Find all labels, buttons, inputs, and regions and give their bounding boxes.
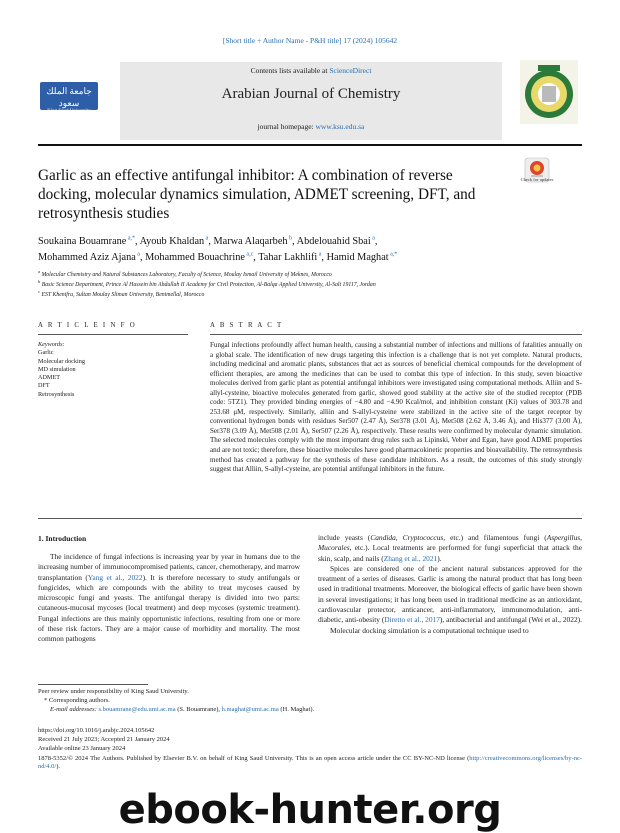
doi-link[interactable]: https://doi.org/10.1016/j.arabjc.2024.105642 [38,727,155,734]
author-name[interactable]: Tahar Lakhlifi [258,252,318,263]
contents-availability [120,66,502,75]
author-separator: , [135,236,140,247]
logo-arabic-text: جامعة الملك سعود [46,86,92,108]
author-affiliation-marker[interactable]: a,c [244,251,254,258]
author-separator: , [139,252,146,263]
text-run: , etc.) and filamentous fungi ( [443,533,547,542]
journal-emblem-logo [520,60,578,124]
affiliation-marker: a [38,269,40,274]
affiliation-text: EST Khenifra, Sultan Moulay Sliman University, Benimellal, Morocco [41,291,205,298]
received-dates: Received 21 July 2023; Accepted 21 January 2024 [38,736,170,743]
email-addresses [50,706,594,714]
journal-name: Arabian Journal of Chemistry [221,86,401,102]
author-separator: , [292,236,297,247]
intro-left-column [38,552,300,645]
watermark-text: ebook-hunter.org [118,787,502,833]
text-run: include yeasts ( [318,533,371,542]
author-affiliation-marker[interactable]: b [287,235,293,242]
homepage-link[interactable]: www.ksu.edu.sa [315,122,365,131]
license-statement [38,755,582,771]
license-text: 1878-5352/© 2024 The Authors. Published by Elsevier B.V. on behalf of King Saud University. This is an open access article under the CC BY-NC-ND license ( [38,755,470,762]
sciencedirect-link[interactable]: ScienceDirect [329,66,372,75]
author-name[interactable]: Ayoub Khaldan [139,236,205,247]
author-affiliation-marker[interactable]: a [204,235,209,242]
author-name[interactable]: Marwa Alaqarbeh [213,236,288,247]
intro-paragraph [318,533,582,564]
author-separator: , [208,236,214,247]
intro-paragraph [38,552,300,645]
text-run: The incidence of fungal infections is increasing year by year in humans due to the increasing number of immunocompromised patients, cancer, chemotherapy, and marrow transplantation ( [38,552,300,582]
email-owner: (S. Bouamrane), [175,706,222,713]
license-link[interactable]: http://creativecommons.org/licenses/by-nc-nd/4.0/ [38,755,582,771]
email-link[interactable]: s.bouamrane@edu.umi.ac.ma [98,706,176,713]
corresponding-note: * Corresponding authors. [44,697,110,704]
footnote-rule [38,684,148,685]
article-title: Garlic as an effective antifungal inhibitor: A combination of reverse docking, molecular dynamics simulation, ADMET screening, DFT, and retrosynthesis studies [38,167,476,222]
author-separator: , [253,252,259,263]
intro-paragraph [318,626,582,636]
author-list [38,234,508,266]
abstract-heading: A B S T R A C T [210,322,283,329]
article-info-heading: A R T I C L E I N F O [38,322,137,329]
keywords-block [38,341,188,399]
citation-link[interactable]: Yang et al., 2022 [87,572,143,582]
email-owner: (H. Maghat). [278,706,315,713]
affiliation-a [38,269,582,278]
keywords-list [38,349,188,399]
email-label: E-mail addresses: [50,706,99,713]
author-line-1 [38,234,508,250]
intro-paragraph [318,564,582,626]
affiliation-c [38,289,582,298]
affiliation-marker: b [38,279,41,284]
journal-homepage [120,122,502,131]
affiliation-marker: c [38,289,40,294]
author-affiliation-marker[interactable]: a [317,251,322,258]
author-name[interactable]: Soukaina Bouamrane [38,236,127,247]
abstract-text: Fungal infections profoundly affect human health, causing a substantial number of infections and millions of fatalities annually on a global scale. The identification of new drugs targeting this infection is a challenge that is not yet complete. Natural products, including medicinal and aromatic plants, substances that act as sources of beneficial chemical compounds for the development of efficient therapies, are among the medicines that can be used to combat this type of infection. In this study, seven bioactive molecules derived from garlic plant as potential antifungal inhibitors were investigated using computational methods. Alliin and S-allyl-cysteine, bioactive molecules generated from garlic, showed good stability at the active site of the studied receptor (PDB code: 5TZ1). They provided binding energies of −4.80 and −4.90 Kcal/mol, and inhibition constant (Ki) values of 303.78 and 253.68 μM, respectively. Similarly, alliin and S-allyl-cysteine were stabilized in the active site of the target receptor by conventional hydrogen bonds with residues Ser507 (2.47 Å), Ser378 (3.01 Å), Met508 (2.62 Å, 3.46 Å), and His377 (3.00 Å), Ser378 (3.09 Å), Met508 (2.01 Å), Ser507 (2.26 Å), respectively. These results were confirmed by molecular dynamic simulation. The selected molecules comply with the most important drug rules such as Lipinski, Veber and Egan, have good ADME properties and are not toxic; therefore, these bioactive molecules have good pharmacokinetic properties and bioavailability. The retrosynthesis method has created a pathway for the synthesis of these candidate inhibitors. As a result, the outcomes of this study strongly suggest that Alliin, S-allyl-cysteine, are potential antifungal inhibitors in the future. [210,341,582,474]
affiliation-text: Molecular Chemistry and Natural Substances Laboratory, Faculty of Science, Moulay Ismail University of Meknes, Morocco [41,271,332,278]
text-run: ). It is therefore necessary to study antifungals or fungicides, which are compounds with the ability to treat mycoses caused by microscopic fungi and yeasts. The antifungal therapy is divided into two parts: cutaneous-mucosal mycoses (local treatment) and deep mycoses (systemic treatment). Fungal infections are thus mainly opportunistic infections, resulting from one or more of these risk factors. They are a major cause of morbidity and mortality. The most common pathogens [38,572,300,644]
author-affiliation-marker[interactable]: a [370,235,375,242]
author-affiliation-marker[interactable]: a,* [388,251,398,258]
keyword-item: MD simulation [38,365,76,373]
homepage-prefix: journal homepage: [257,122,316,131]
author-separator: , [374,236,378,247]
affiliation-text: Basic Science Department, Prince Al Hussein bin Abdullah II Academy for Civil Protection, Al-Balqa Applied University, Al-Salt 19117, Jordan [41,281,376,288]
author-line-2 [38,250,508,266]
check-for-updates-label[interactable]: Check for updates [520,177,554,182]
introduction-heading: 1. Introduction [38,534,87,543]
king-saud-university-logo [40,82,98,114]
author-name[interactable]: Abdelouahid Sbai [296,236,371,247]
contents-prefix: Contents lists available at [250,66,330,75]
text-run-italic: Aspergillus, Mucorales [318,533,582,553]
journal-reference-line[interactable]: [Short title + Author Name - P&H title] 17 (2024) 105642 [222,36,398,45]
citation-link[interactable]: Zhang et al., 2021 [383,553,438,563]
keyword-item: ADMET [38,374,60,382]
author-affiliation-marker[interactable]: a [135,251,140,258]
text-run-italic: Candida, Cryptococcus [370,533,444,542]
intro-right-column [318,533,582,636]
peer-review-note: Peer review under responsibility of King Saud University. [38,688,189,695]
abstract-rule [210,334,582,335]
license-text: ). [56,763,61,771]
author-name[interactable]: Mohammed Bouachrine [145,252,245,263]
available-online-date: Available online 23 January 2024 [38,745,126,752]
text-run: ), antibacterial and antifungal (Wei et al., 2022). [439,615,582,625]
text-run: Spices are considered one of the ancient natural substances approved for the treatment of a series of diseases. Garlic is among the natural product that has long been used in traditional treatments. Moreover, the biological effects of garlic have been shown in several investigations; it has long been used in traditional medicine as an antioxidant, cardiovascular protector, anticancer, anti-inflammatory, immunomodulation, anti-diabetic, anti-obesity ( [318,563,582,625]
abstract-end-rule [38,518,582,519]
text-run: , etc.). Local treatments are performed for fungi superficial that attack the skin, scalp, and nails ( [318,543,582,563]
keyword-item: Garlic [38,349,54,357]
keyword-item: DFT [38,382,50,390]
email-link[interactable]: h.maghat@umi.ac.ma [221,706,279,713]
keyword-item: Molecular docking [38,357,85,365]
article-info-rule [38,334,188,335]
affiliation-b [38,279,582,288]
text-run: Molecular docking simulation is a computational technique used to [330,625,529,635]
author-name[interactable]: Mohammed Aziz Ajana [38,252,136,263]
author-affiliation-marker[interactable]: a,* [126,235,136,242]
text-run: ). [437,553,442,563]
keywords-label: Keywords: [38,341,65,348]
keyword-item: Retrosynthesis [38,390,75,398]
author-name[interactable]: Hamid Maghat [326,252,389,263]
author-separator: , [321,252,327,263]
masthead-rule [38,144,582,146]
logo-english-text: King Saud University [47,109,91,114]
citation-link[interactable]: Diretto et al., 2017 [384,615,440,625]
